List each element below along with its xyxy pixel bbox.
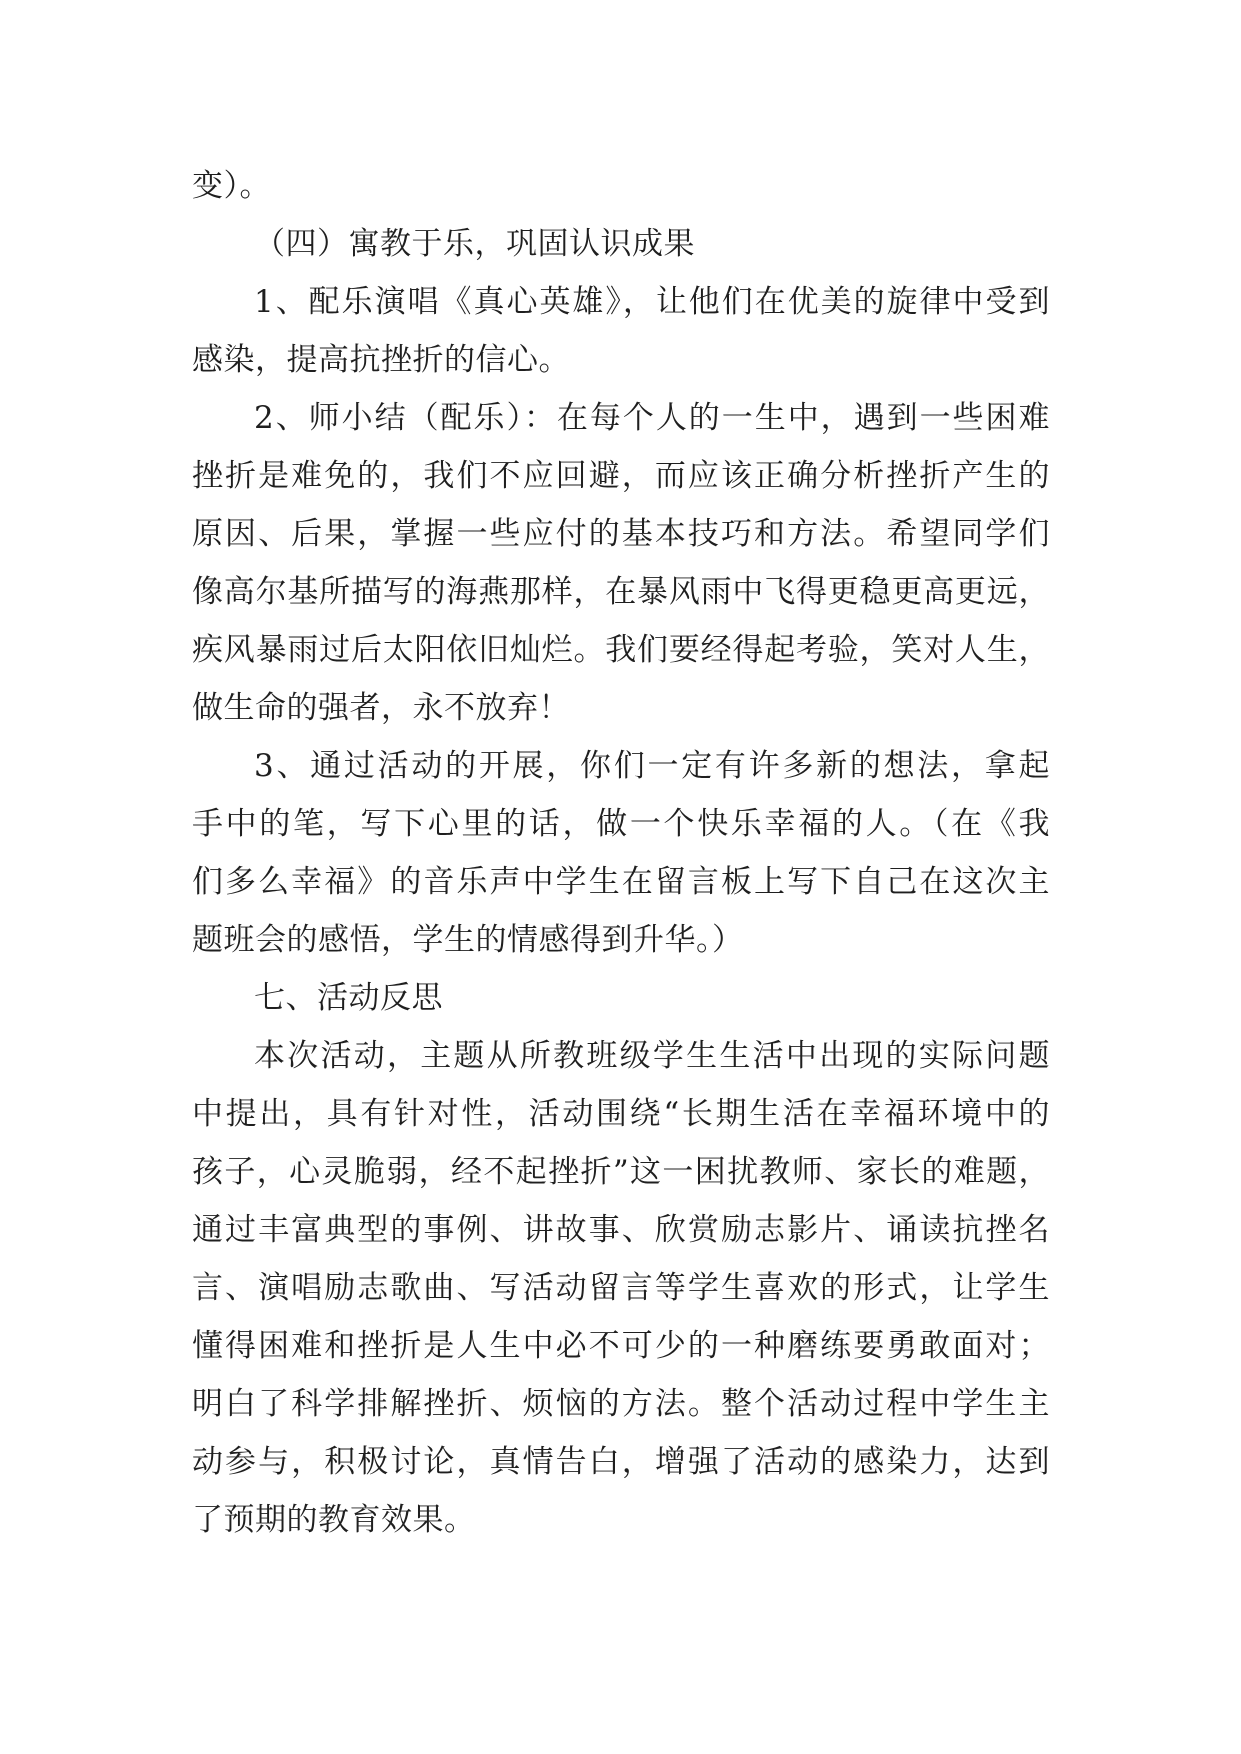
- section-heading-four: （四）寓教于乐，巩固认识成果: [254, 226, 695, 262]
- text-line-7: 原因、后果，掌握一些应付的基本技巧和方法。希望同学们: [192, 516, 1050, 552]
- text-line-22: 明白了科学排解挫折、烦恼的方法。整个活动过程中学生主: [192, 1386, 1050, 1422]
- section-heading-seven: 七、活动反思: [254, 980, 443, 1016]
- text-line-11: 3、通过活动的开展，你们一定有许多新的想法，拿起: [254, 748, 1050, 784]
- text-line-6: 挫折是难免的，我们不应回避，而应该正确分析挫折产生的: [192, 458, 1050, 494]
- document-body: [192, 157, 1050, 1549]
- text-line-19: 通过丰富典型的事例、讲故事、欣赏励志影片、诵读抗挫名: [192, 1212, 1050, 1248]
- text-line-4: 感染，提高抗挫折的信心。: [192, 342, 570, 378]
- text-line-5: 2、师小结（配乐）：在每个人的一生中，遇到一些困难: [254, 400, 1050, 436]
- text-line-14: 题班会的感悟，学生的情感得到升华。）: [192, 922, 744, 958]
- text-line-17: 中提出，具有针对性，活动围绕“长期生活在幸福环境中的: [192, 1096, 1050, 1132]
- text-line-1: 变）。: [192, 168, 271, 204]
- text-line-20: 言、演唱励志歌曲、写活动留言等学生喜欢的形式，让学生: [192, 1270, 1050, 1306]
- text-line-12: 手中的笔，写下心里的话，做一个快乐幸福的人。（在《我: [192, 806, 1050, 842]
- text-line-16: 本次活动，主题从所教班级学生生活中出现的实际问题: [254, 1038, 1050, 1074]
- text-line-9: 疾风暴雨过后太阳依旧灿烂。我们要经得起考验，笑对人生，: [192, 632, 1050, 668]
- text-line-24: 了预期的教育效果。: [192, 1502, 476, 1538]
- text-line-18: 孩子，心灵脆弱，经不起挫折”这一困扰教师、家长的难题，: [192, 1154, 1050, 1190]
- text-line-21: 懂得困难和挫折是人生中必不可少的一种磨练要勇敢面对；: [192, 1328, 1050, 1364]
- text-line-10: 做生命的强者，永不放弃！: [192, 690, 570, 726]
- text-line-3: 1、配乐演唱《真心英雄》，让他们在优美的旋律中受到: [254, 284, 1050, 320]
- text-line-8: 像高尔基所描写的海燕那样，在暴风雨中飞得更稳更高更远，: [192, 574, 1050, 610]
- text-line-13: 们多么幸福》的音乐声中学生在留言板上写下自己在这次主: [192, 864, 1050, 900]
- text-line-23: 动参与，积极讨论，真情告白，增强了活动的感染力，达到: [192, 1444, 1050, 1480]
